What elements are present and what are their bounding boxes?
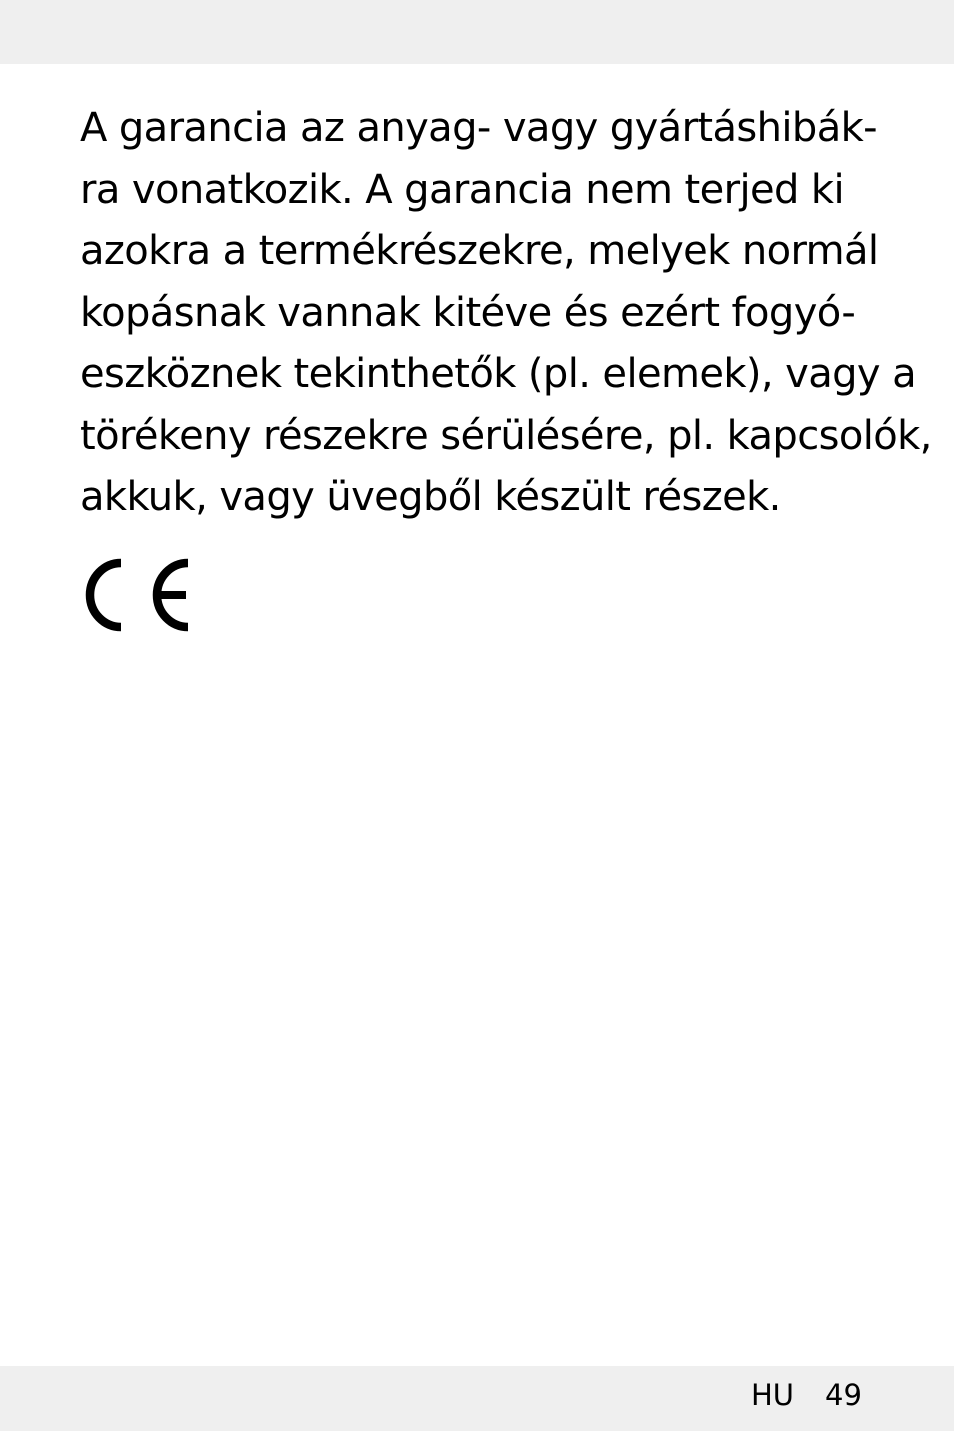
paragraph-line: eszköznek tekinthetők (pl. elemek), vagy a xyxy=(80,351,917,397)
header-band xyxy=(0,0,954,64)
paragraph-line: törékeny részekre sérülésére, pl. kapcsolók, xyxy=(80,412,932,459)
warranty-paragraph xyxy=(80,98,932,529)
paragraph-line: kopásnak vannak kitéve és ezért fogyó- xyxy=(80,289,856,336)
footer-band xyxy=(0,1366,954,1431)
paragraph-line: azokra a termékrészekre, melyek normál xyxy=(80,228,879,274)
paragraph-line: akkuk, vagy üvegből készült részek. xyxy=(80,474,781,520)
paragraph-line: ra vonatkozik. A garancia nem terjed ki xyxy=(80,166,844,213)
page-number: 49 xyxy=(825,1378,862,1412)
language-code: HU xyxy=(751,1378,795,1412)
paragraph-line: A garancia az anyag- vagy gyártáshibák- xyxy=(80,105,878,151)
ce-mark-icon xyxy=(80,554,192,636)
